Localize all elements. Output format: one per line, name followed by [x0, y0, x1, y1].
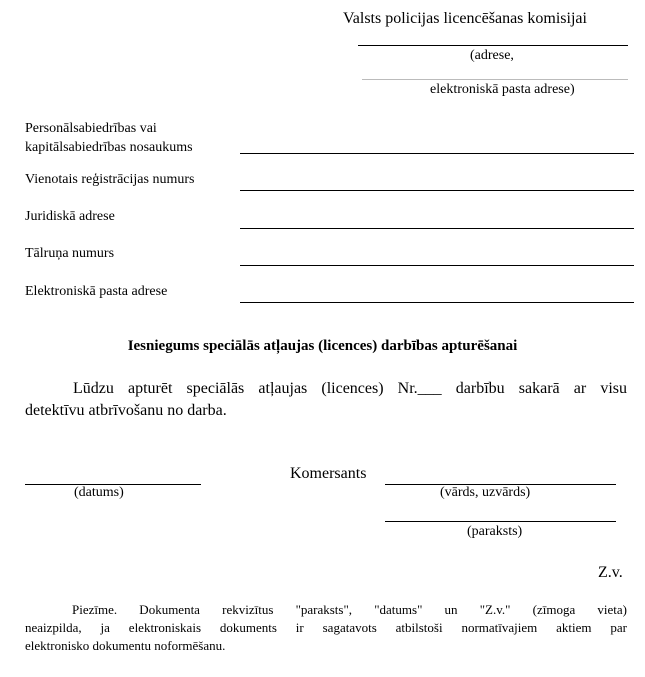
field-reg-number-label: Vienotais reģistrācijas numurs	[25, 172, 195, 187]
merchant-label: Komersants	[290, 465, 367, 482]
signature-line[interactable]	[385, 521, 616, 522]
name-hint: (vārds, uzvārds)	[440, 485, 531, 500]
reg-number-input[interactable]	[240, 190, 634, 191]
field-phone-label: Tālruņa numurs	[25, 246, 115, 261]
signature-hint: (paraksts)	[467, 524, 523, 539]
request-line1: Lūdzu apturēt speciālās atļaujas (licences) Nr.___ darbību sakarā ar visu	[73, 380, 627, 397]
footnote	[25, 601, 627, 655]
date-hint: (datums)	[74, 485, 124, 500]
stamp-place: Z.v.	[598, 564, 623, 581]
footnote-line2: neaizpilda, ja elektroniskais dokuments ir sagatavots atbilstoši normatīvajiem aktiem par	[25, 620, 627, 635]
legal-address-input[interactable]	[240, 228, 634, 229]
field-email-label: Elektroniskā pasta adrese	[25, 284, 168, 299]
document-title: Iesniegums speciālās atļaujas (licences) darbības apturēšanai	[127, 338, 518, 354]
field-label-line1: Personālsabiedrības vai	[25, 121, 157, 136]
field-label-line2: kapitālsabiedrības nosaukums	[25, 140, 193, 155]
recipient-title: Valsts policijas licencēšanas komisijai	[343, 10, 587, 27]
address-hint: (adrese,	[470, 48, 514, 63]
field-company-name-label	[25, 119, 193, 157]
email-input[interactable]	[240, 302, 634, 303]
footnote-line3: elektronisko dokumentu noformēšanu.	[25, 638, 226, 653]
footnote-line1: Piezīme. Dokumenta rekvizītus "paraksts", "datums" un "Z.v." (zīmoga vieta)	[72, 602, 627, 617]
request-body	[25, 378, 627, 422]
email-hint: elektroniskā pasta adrese)	[430, 82, 575, 97]
phone-input[interactable]	[240, 265, 634, 266]
email-line[interactable]	[362, 79, 628, 80]
company-name-input[interactable]	[240, 153, 634, 154]
request-line2: detektīvu atbrīvošanu no darba.	[25, 402, 227, 419]
address-line[interactable]	[358, 45, 628, 46]
field-legal-address-label: Juridiskā adrese	[25, 209, 115, 224]
